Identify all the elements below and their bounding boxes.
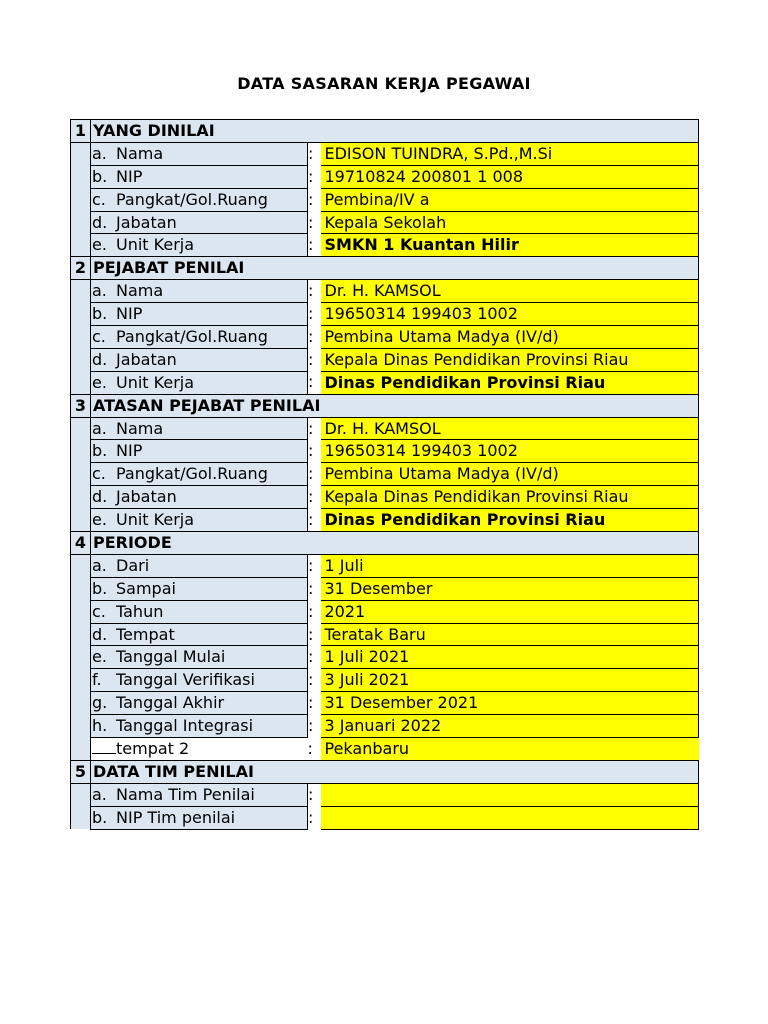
field-marker: d. — [92, 212, 108, 232]
field-label-cell — [91, 463, 308, 486]
field-marker: c. — [92, 326, 106, 346]
table-row — [71, 554, 699, 577]
section-header — [71, 532, 699, 555]
row-indent-cell — [71, 646, 91, 669]
field-value[interactable]: Teratak Baru — [321, 623, 699, 646]
row-indent-cell — [71, 783, 91, 806]
table-row — [71, 669, 699, 692]
field-marker: e. — [92, 647, 107, 667]
field-value[interactable]: Dr. H. KAMSOL — [321, 280, 699, 303]
section-heading: PERIODE — [91, 532, 699, 555]
field-label: Nama — [116, 281, 164, 301]
field-marker: e. — [92, 510, 107, 530]
field-colon: : — [308, 417, 321, 440]
field-colon: : — [308, 165, 321, 188]
field-value[interactable]: 1 Juli — [321, 554, 699, 577]
field-colon: : — [308, 806, 321, 829]
row-indent-cell — [71, 715, 91, 738]
field-marker: d. — [92, 349, 108, 369]
table-row — [71, 623, 699, 646]
field-value[interactable]: 19650314 199403 1002 — [321, 303, 699, 326]
row-indent-cell — [71, 165, 91, 188]
field-value[interactable] — [321, 783, 699, 806]
field-label: Nama — [116, 418, 164, 438]
field-marker: b. — [92, 807, 108, 827]
field-value[interactable]: EDISON TUINDRA, S.Pd.,M.Si — [321, 142, 699, 165]
field-label-cell — [91, 509, 308, 532]
field-marker: c. — [92, 464, 106, 484]
row-indent-cell — [71, 348, 91, 371]
field-colon: : — [308, 509, 321, 532]
field-value[interactable]: Dinas Pendidikan Provinsi Riau — [321, 371, 699, 394]
field-label: NIP Tim penilai — [116, 807, 236, 827]
field-label-cell — [91, 715, 308, 738]
field-label-cell — [91, 600, 308, 623]
field-value[interactable]: 19710824 200801 1 008 — [321, 165, 699, 188]
table-row — [71, 486, 699, 509]
row-indent-cell — [71, 280, 91, 303]
field-label-cell — [91, 623, 308, 646]
field-marker: b. — [92, 166, 108, 186]
field-label-cell — [91, 211, 308, 234]
field-label-cell — [91, 738, 308, 761]
row-indent-cell — [71, 234, 91, 257]
table-row — [71, 577, 699, 600]
row-indent-cell — [71, 577, 91, 600]
field-label: Tanggal Mulai — [116, 647, 226, 667]
field-value[interactable]: Dr. H. KAMSOL — [321, 417, 699, 440]
field-marker: a. — [92, 784, 107, 804]
field-value[interactable]: Kepala Dinas Pendidikan Provinsi Riau — [321, 348, 699, 371]
field-marker: f. — [92, 670, 102, 690]
table-row — [71, 188, 699, 211]
table-row — [71, 509, 699, 532]
table-row — [71, 165, 699, 188]
field-colon: : — [308, 234, 321, 257]
row-indent-cell — [71, 211, 91, 234]
table-row — [71, 783, 699, 806]
field-value[interactable] — [321, 806, 699, 829]
field-label-cell — [91, 692, 308, 715]
field-label: NIP — [116, 304, 143, 324]
field-label-cell — [91, 142, 308, 165]
row-indent-cell — [71, 303, 91, 326]
row-indent-cell — [71, 142, 91, 165]
row-indent-cell — [71, 463, 91, 486]
row-indent-cell — [71, 440, 91, 463]
section-number: 4 — [71, 532, 91, 555]
field-label-cell — [91, 280, 308, 303]
table-row — [71, 280, 699, 303]
section-number: 3 — [71, 394, 91, 417]
field-marker: b. — [92, 578, 108, 598]
field-marker: d. — [92, 487, 108, 507]
field-colon: : — [308, 211, 321, 234]
field-value[interactable]: SMKN 1 Kuantan Hilir — [321, 234, 699, 257]
row-indent-cell — [71, 326, 91, 349]
table-row — [71, 692, 699, 715]
field-colon: : — [308, 188, 321, 211]
section-number: 1 — [71, 120, 91, 143]
field-label: tempat 2 — [116, 738, 190, 758]
field-marker: d. — [92, 624, 108, 644]
field-marker: c. — [92, 189, 106, 209]
row-indent-cell — [71, 486, 91, 509]
field-colon: : — [308, 669, 321, 692]
section-header — [71, 394, 699, 417]
field-value[interactable]: Kepala Sekolah — [321, 211, 699, 234]
field-colon: : — [308, 486, 321, 509]
field-value[interactable]: Pembina Utama Madya (IV/d) — [321, 326, 699, 349]
field-label: Nama — [116, 143, 164, 163]
field-value[interactable]: 3 Januari 2022 — [321, 715, 699, 738]
field-colon: : — [308, 280, 321, 303]
field-marker: c. — [92, 601, 106, 621]
field-marker: a. — [92, 281, 107, 301]
field-colon: : — [308, 554, 321, 577]
field-label: NIP — [116, 441, 143, 461]
field-marker: a. — [92, 555, 107, 575]
field-colon: : — [308, 463, 321, 486]
row-indent-cell — [71, 371, 91, 394]
field-label-cell — [91, 234, 308, 257]
field-label-cell — [91, 669, 308, 692]
field-label-cell — [91, 440, 308, 463]
field-label-cell — [91, 554, 308, 577]
field-label: Jabatan — [116, 487, 177, 507]
field-label: Dari — [116, 555, 150, 575]
table-row — [71, 715, 699, 738]
field-marker: a. — [92, 143, 107, 163]
field-value[interactable]: Kepala Dinas Pendidikan Provinsi Riau — [321, 486, 699, 509]
field-colon: : — [308, 142, 321, 165]
field-colon: : — [308, 326, 321, 349]
field-label: Unit Kerja — [116, 372, 195, 392]
field-colon: : — [308, 738, 321, 761]
field-value[interactable]: 1 Juli 2021 — [321, 646, 699, 669]
field-colon: : — [308, 623, 321, 646]
row-indent-cell — [71, 600, 91, 623]
table-row — [71, 326, 699, 349]
table-row — [71, 211, 699, 234]
field-marker — [92, 753, 116, 754]
field-value[interactable]: 19650314 199403 1002 — [321, 440, 699, 463]
field-label: Sampai — [116, 578, 176, 598]
field-colon: : — [308, 371, 321, 394]
table-row — [71, 348, 699, 371]
section-header — [71, 120, 699, 143]
field-value[interactable]: Pembina Utama Madya (IV/d) — [321, 463, 699, 486]
field-colon: : — [308, 303, 321, 326]
field-label-cell — [91, 303, 308, 326]
field-label-cell — [91, 371, 308, 394]
section-heading: PEJABAT PENILAI — [91, 257, 699, 280]
field-value[interactable]: 31 Desember 2021 — [321, 692, 699, 715]
row-indent-cell — [71, 692, 91, 715]
field-label-cell — [91, 646, 308, 669]
row-indent-cell — [71, 509, 91, 532]
field-marker: g. — [92, 693, 108, 713]
section-header — [71, 760, 699, 783]
field-marker: b. — [92, 441, 108, 461]
field-value[interactable]: Dinas Pendidikan Provinsi Riau — [321, 509, 699, 532]
table-row — [71, 738, 699, 761]
table-row — [71, 806, 699, 829]
field-label-cell — [91, 577, 308, 600]
row-indent-cell — [71, 188, 91, 211]
table-row — [71, 417, 699, 440]
section-heading: YANG DINILAI — [91, 120, 699, 143]
field-label-cell — [91, 348, 308, 371]
document-title: DATA SASARAN KERJA PEGAWAI — [237, 74, 531, 93]
field-label-cell — [91, 417, 308, 440]
field-value[interactable]: Pekanbaru — [321, 738, 699, 761]
field-label: Pangkat/Gol.Ruang — [116, 326, 268, 346]
field-label: Unit Kerja — [116, 235, 195, 255]
row-indent-cell — [71, 669, 91, 692]
field-label: Nama Tim Penilai — [116, 784, 255, 804]
row-indent-cell — [71, 806, 91, 829]
section-number: 5 — [71, 760, 91, 783]
field-label: Tanggal Verifikasi — [116, 670, 255, 690]
field-label-cell — [91, 806, 308, 829]
field-colon: : — [308, 348, 321, 371]
section-header — [71, 257, 699, 280]
field-label: Unit Kerja — [116, 510, 195, 530]
field-value[interactable]: 3 Juli 2021 — [321, 669, 699, 692]
field-colon: : — [308, 646, 321, 669]
field-colon: : — [308, 440, 321, 463]
field-colon: : — [308, 577, 321, 600]
field-value[interactable]: 31 Desember — [321, 577, 699, 600]
field-marker: e. — [92, 235, 107, 255]
field-marker: b. — [92, 304, 108, 324]
field-value[interactable]: Pembina/IV a — [321, 188, 699, 211]
field-colon: : — [308, 692, 321, 715]
table-row — [71, 646, 699, 669]
table-row — [71, 371, 699, 394]
table-row — [71, 463, 699, 486]
field-label-cell — [91, 188, 308, 211]
employee-target-table — [70, 119, 699, 830]
field-label-cell — [91, 783, 308, 806]
table-row — [71, 142, 699, 165]
field-colon: : — [308, 783, 321, 806]
field-marker: h. — [92, 716, 108, 736]
field-label: NIP — [116, 166, 143, 186]
field-marker: a. — [92, 418, 107, 438]
section-heading: ATASAN PEJABAT PENILAI — [91, 394, 699, 417]
row-indent-cell — [71, 738, 91, 761]
field-label: Tempat — [116, 624, 175, 644]
field-label: Pangkat/Gol.Ruang — [116, 189, 268, 209]
table-row — [71, 234, 699, 257]
field-label: Pangkat/Gol.Ruang — [116, 464, 268, 484]
row-indent-cell — [71, 554, 91, 577]
field-colon: : — [308, 715, 321, 738]
field-label: Tanggal Integrasi — [116, 716, 254, 736]
field-colon: : — [308, 600, 321, 623]
field-label-cell — [91, 165, 308, 188]
field-label-cell — [91, 486, 308, 509]
section-heading: DATA TIM PENILAI — [91, 760, 699, 783]
field-label: Tahun — [116, 601, 164, 621]
field-label-cell — [91, 326, 308, 349]
field-label: Tanggal Akhir — [116, 693, 225, 713]
field-label: Jabatan — [116, 212, 177, 232]
row-indent-cell — [71, 417, 91, 440]
table-row — [71, 600, 699, 623]
field-label: Jabatan — [116, 349, 177, 369]
field-value[interactable]: 2021 — [321, 600, 699, 623]
field-marker: e. — [92, 372, 107, 392]
table-row — [71, 440, 699, 463]
section-number: 2 — [71, 257, 91, 280]
table-row — [71, 303, 699, 326]
row-indent-cell — [71, 623, 91, 646]
